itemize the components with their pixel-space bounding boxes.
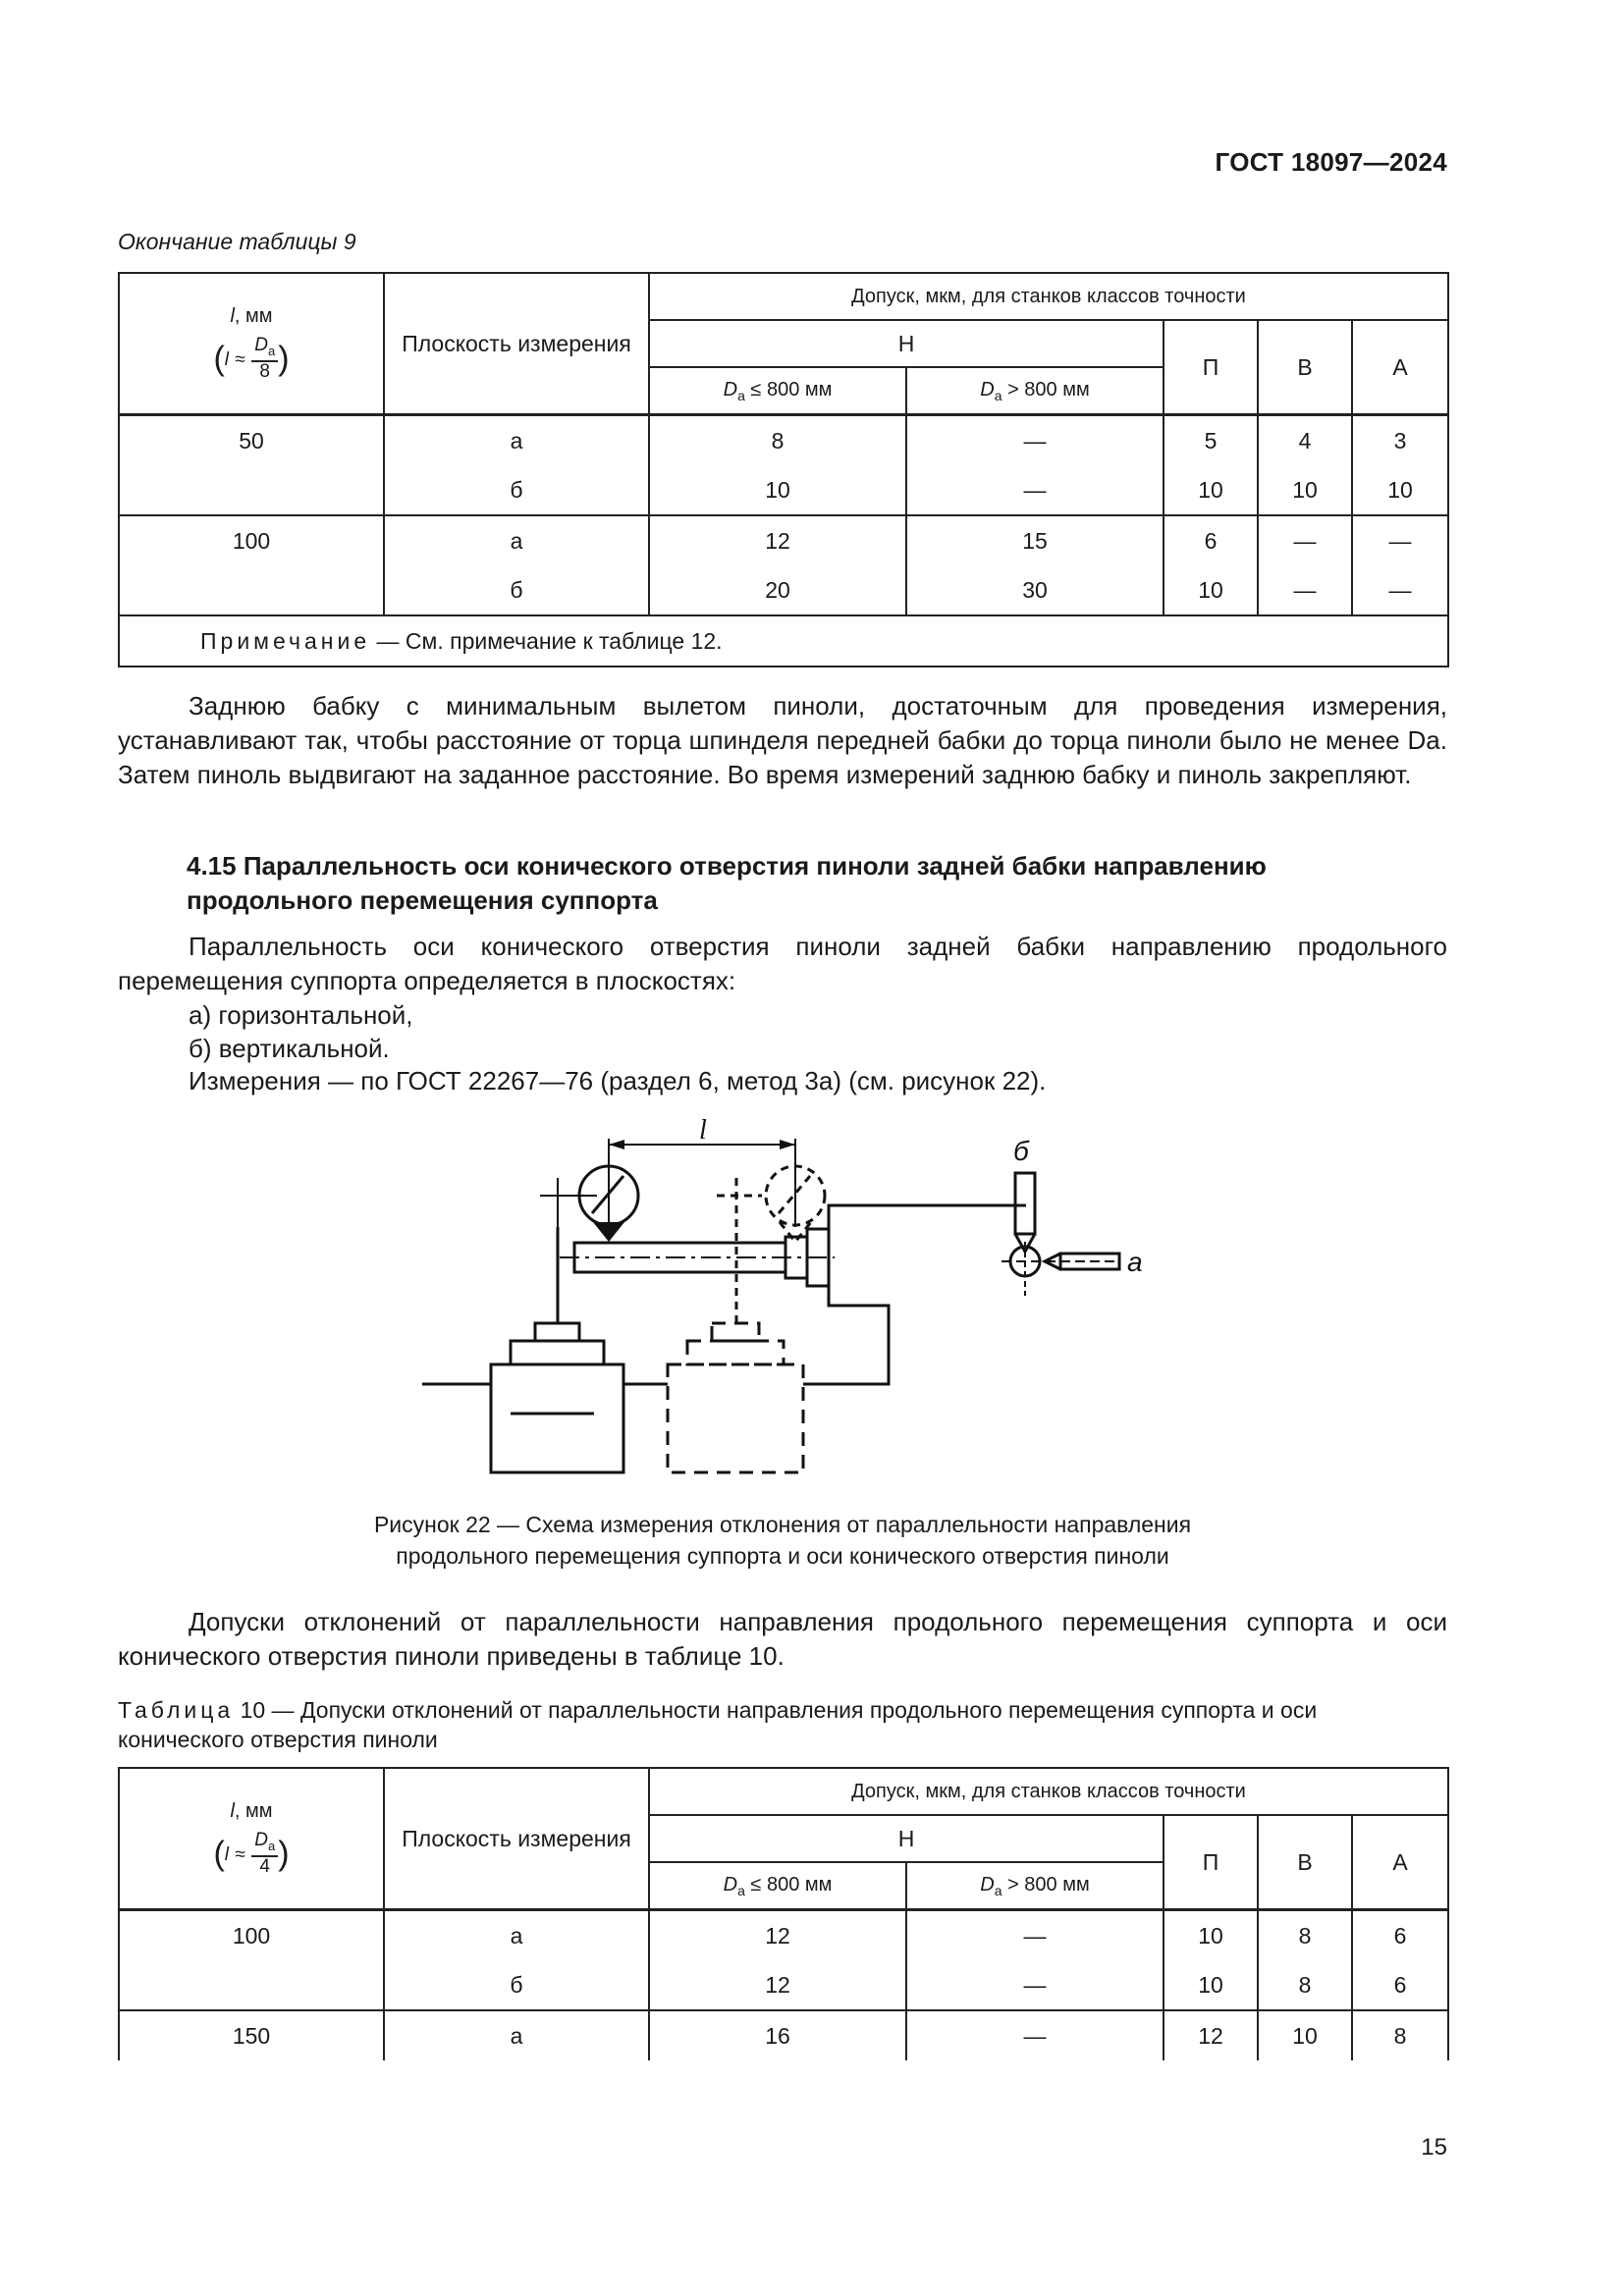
- cell-plane: а: [384, 1910, 649, 1961]
- cell-v: —: [1258, 515, 1352, 565]
- figure-caption-line-1: Рисунок 22 — Схема измерения отклонения от параллельности направления: [373, 1512, 1192, 1537]
- paragraph-table10-intro: Допуски отклонений от параллельности направления продольного перемещения суппорта и оси конического отверстия пиноли приведены в таблице 10.: [118, 1607, 1447, 1671]
- table-row: [119, 415, 1448, 466]
- cell-h1: 10: [649, 465, 906, 515]
- list-item-b: б) вертикальной.: [189, 1034, 390, 1063]
- col-class-v: В: [1258, 1815, 1352, 1910]
- label-b: б: [1013, 1136, 1029, 1166]
- cell-h1: 16: [649, 2010, 906, 2060]
- cell-h1: 12: [649, 515, 906, 565]
- col-h-da-le-800: $D_a \le 800$ мм: [649, 1862, 906, 1910]
- cell-h2: —: [906, 465, 1164, 515]
- cell-p: 12: [1164, 2010, 1258, 2060]
- cell-p: 5: [1164, 415, 1258, 466]
- cell-v: 8: [1258, 1960, 1352, 2010]
- table10-title: [118, 1695, 1447, 1754]
- col-h-da-le-800: $D_a \le 800$ мм: [649, 367, 906, 415]
- cell-l: [119, 1960, 384, 2010]
- cell-l: 100: [119, 515, 384, 565]
- col-class-v: В: [1258, 320, 1352, 415]
- cell-h2: 15: [906, 515, 1164, 565]
- label-a: а: [1127, 1247, 1143, 1277]
- cell-v: —: [1258, 565, 1352, 615]
- table-row: [119, 515, 1448, 565]
- table-row: [119, 565, 1448, 615]
- figure-22-diagram: [412, 1119, 1159, 1492]
- section-text-1: Параллельность оси конического отверстия пиноли задней бабки направлению продольного перемещения суппорта определяется в плоскостях:: [118, 932, 1447, 995]
- col-class-p: П: [1164, 320, 1258, 415]
- document-id: ГОСТ 18097—2024: [1215, 147, 1447, 177]
- cell-plane: б: [384, 1960, 649, 2010]
- col-l-header: l, мм (l ≈ $\frac{D_a}{8}$ ): [119, 273, 384, 415]
- cell-a: 6: [1352, 1960, 1448, 2010]
- cell-v: 4: [1258, 415, 1352, 466]
- cell-h1: 20: [649, 565, 906, 615]
- cell-plane: а: [384, 2010, 649, 2060]
- col-h-da-gt-800: $D_a > 800$ мм: [906, 367, 1164, 415]
- cell-plane: а: [384, 415, 649, 466]
- table-row: [119, 2010, 1448, 2060]
- table-row: [119, 1910, 1448, 1961]
- cell-l: 100: [119, 1910, 384, 1961]
- page-number: 15: [1421, 2134, 1447, 2161]
- cell-a: 3: [1352, 415, 1448, 466]
- col-tolerance-header: Допуск, мкм, для станков классов точности: [649, 273, 1448, 320]
- table-row: [119, 465, 1448, 515]
- cell-p: 10: [1164, 465, 1258, 515]
- cell-v: 10: [1258, 465, 1352, 515]
- cell-h2: —: [906, 1960, 1164, 2010]
- label-l: l: [699, 1119, 707, 1146]
- note-text: — См. примечание к таблице 12.: [376, 627, 723, 654]
- cell-p: 6: [1164, 515, 1258, 565]
- col-class-p: П: [1164, 1815, 1258, 1910]
- col-class-h: Н: [649, 320, 1164, 367]
- cell-h2: —: [906, 1910, 1164, 1961]
- cell-h2: 30: [906, 565, 1164, 615]
- section-heading-4-15: 4.15 Параллельность оси конического отверстия пиноли задней бабки направлению продольного перемещения суппорта: [187, 851, 1267, 915]
- cell-l: 150: [119, 2010, 384, 2060]
- cell-plane: б: [384, 565, 649, 615]
- col-class-a: А: [1352, 1815, 1448, 1910]
- cell-a: —: [1352, 565, 1448, 615]
- paragraph-tailstock: Заднюю бабку с минимальным вылетом пиноли, достаточным для проведения измерения, устанавливают так, чтобы расстояние от торца шпинделя передней бабки до торца пиноли было не менее Da. Затем пиноль выдвигают на заданное расстояние. Во время измерений заднюю бабку и пиноль закрепляют.: [118, 691, 1447, 789]
- col-class-h: Н: [649, 1815, 1164, 1862]
- cell-plane: а: [384, 515, 649, 565]
- figure-caption-line-2: продольного перемещения суппорта и оси конического отверстия пиноли: [396, 1543, 1169, 1569]
- note-label: Примечание: [200, 627, 371, 654]
- cell-a: 10: [1352, 465, 1448, 515]
- col-tolerance-header: Допуск, мкм, для станков классов точности: [649, 1768, 1448, 1815]
- cell-h2: —: [906, 415, 1164, 466]
- cell-h1: 12: [649, 1910, 906, 1961]
- cell-p: 10: [1164, 1910, 1258, 1961]
- section-text-2: Измерения — по ГОСТ 22267—76 (раздел 6, метод 3а) (см. рисунок 22).: [189, 1066, 1047, 1095]
- table-note-row: [119, 615, 1448, 667]
- col-h-da-gt-800: $D_a > 800$ мм: [906, 1862, 1164, 1910]
- cell-l: [119, 565, 384, 615]
- table-9: [118, 272, 1449, 667]
- col-class-a: А: [1352, 320, 1448, 415]
- cell-p: 10: [1164, 1960, 1258, 2010]
- cell-a: 6: [1352, 1910, 1448, 1961]
- cell-v: 8: [1258, 1910, 1352, 1961]
- cell-plane: б: [384, 465, 649, 515]
- cell-p: 10: [1164, 565, 1258, 615]
- col-plane-header: Плоскость измерения: [384, 273, 649, 415]
- cell-a: —: [1352, 515, 1448, 565]
- cell-v: 10: [1258, 2010, 1352, 2060]
- table9-continuation-label: Окончание таблицы 9: [118, 229, 356, 254]
- cell-h1: 12: [649, 1960, 906, 2010]
- col-l-header: l, мм (l ≈ $\frac{D_a}{4}$ ): [119, 1768, 384, 1910]
- cell-l: [119, 465, 384, 515]
- table10-title-prefix: Таблица: [118, 1697, 235, 1723]
- cell-l: 50: [119, 415, 384, 466]
- col-plane-header: Плоскость измерения: [384, 1768, 649, 1910]
- table-10: [118, 1767, 1449, 2060]
- cell-a: 8: [1352, 2010, 1448, 2060]
- list-item-a: а) горизонтальной,: [189, 1000, 413, 1030]
- cell-h1: 8: [649, 415, 906, 466]
- cell-h2: —: [906, 2010, 1164, 2060]
- table-row: [119, 1960, 1448, 2010]
- table10-title-text: 10 — Допуски отклонений от параллельности направления продольного перемещения суппорта и оси конического отверстия пиноли: [118, 1697, 1318, 1752]
